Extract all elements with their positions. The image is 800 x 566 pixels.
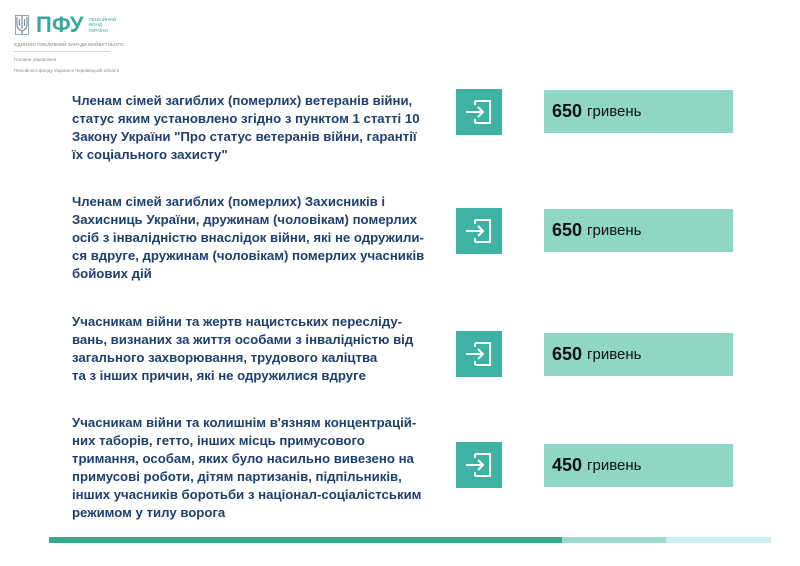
row-text: Учасникам війни та колишнім в'язням концентрацій- них таборів, гетто, інших місць примусового тримання, особам, яких було насильно вивезено на примусові роботи, дітям партизанів, підпільників, інших учасників боротьби з націонал-соціалістським режимом у тилу ворога [72, 415, 422, 520]
amount-value: 650 [552, 220, 583, 240]
amount-value: 650 [552, 101, 583, 121]
meta-line-1: Головне управління [14, 57, 57, 62]
trident-icon [14, 14, 30, 36]
header-divider [14, 51, 110, 52]
footer-bar-light [666, 537, 771, 543]
sign-in-arrow-icon [456, 442, 502, 488]
row-text: Учасникам війни та жертв нацистських переслiду- вань, визнаних за життя особами з інвалідністю від загального захворювання, трудового каліцтва та з інших причин, які не одружилися вдруге [72, 314, 414, 383]
sign-in-arrow-icon [456, 89, 502, 135]
amount-box [544, 209, 733, 252]
amount-box [544, 444, 733, 487]
amount-box [544, 90, 733, 133]
amount-box [544, 333, 733, 376]
amount-unit: гривень [587, 457, 642, 474]
meta-line-2: Пенсійного фонду України в Чернівецькій області [14, 68, 120, 73]
amount-unit: гривень [587, 222, 642, 239]
amount-unit: гривень [587, 346, 642, 363]
row-text: Членам сімей загиблих (померлих) ветеранів війни, статус яким установлено згідно з пунктом 1 статті 10 Закону України "Про статус ветеранів війни, гарантії їх соціального захисту" [72, 93, 420, 162]
sign-in-arrow-icon [456, 331, 502, 377]
logo [14, 14, 134, 36]
tagline: ЄДИНОЮ ПОКЛИКНИЙ ЗАРАДИ МАЙБУТНЬОГО [14, 42, 124, 47]
amount-value: 450 [552, 455, 583, 475]
header [14, 14, 134, 74]
amount-value: 650 [552, 344, 583, 364]
footer-bar-mid [562, 537, 666, 543]
logo-subtitle: ПЕНСІЙНИЙ ФОНД УКРАЇНИ [88, 16, 116, 33]
footer-bar-dark [49, 537, 562, 543]
sign-in-arrow-icon [456, 208, 502, 254]
logo-text: ПФУ [36, 12, 84, 37]
amount-unit: гривень [587, 103, 642, 120]
row-text: Членам сімей загиблих (померлих) Захисників і Захисниць України, дружинам (чоловікам) померлих осіб з інвалідністю внаслідок війни, які не одружили- ся вдруге, дружинам (чоловікам) померлих учасників бойових дій [72, 194, 425, 281]
